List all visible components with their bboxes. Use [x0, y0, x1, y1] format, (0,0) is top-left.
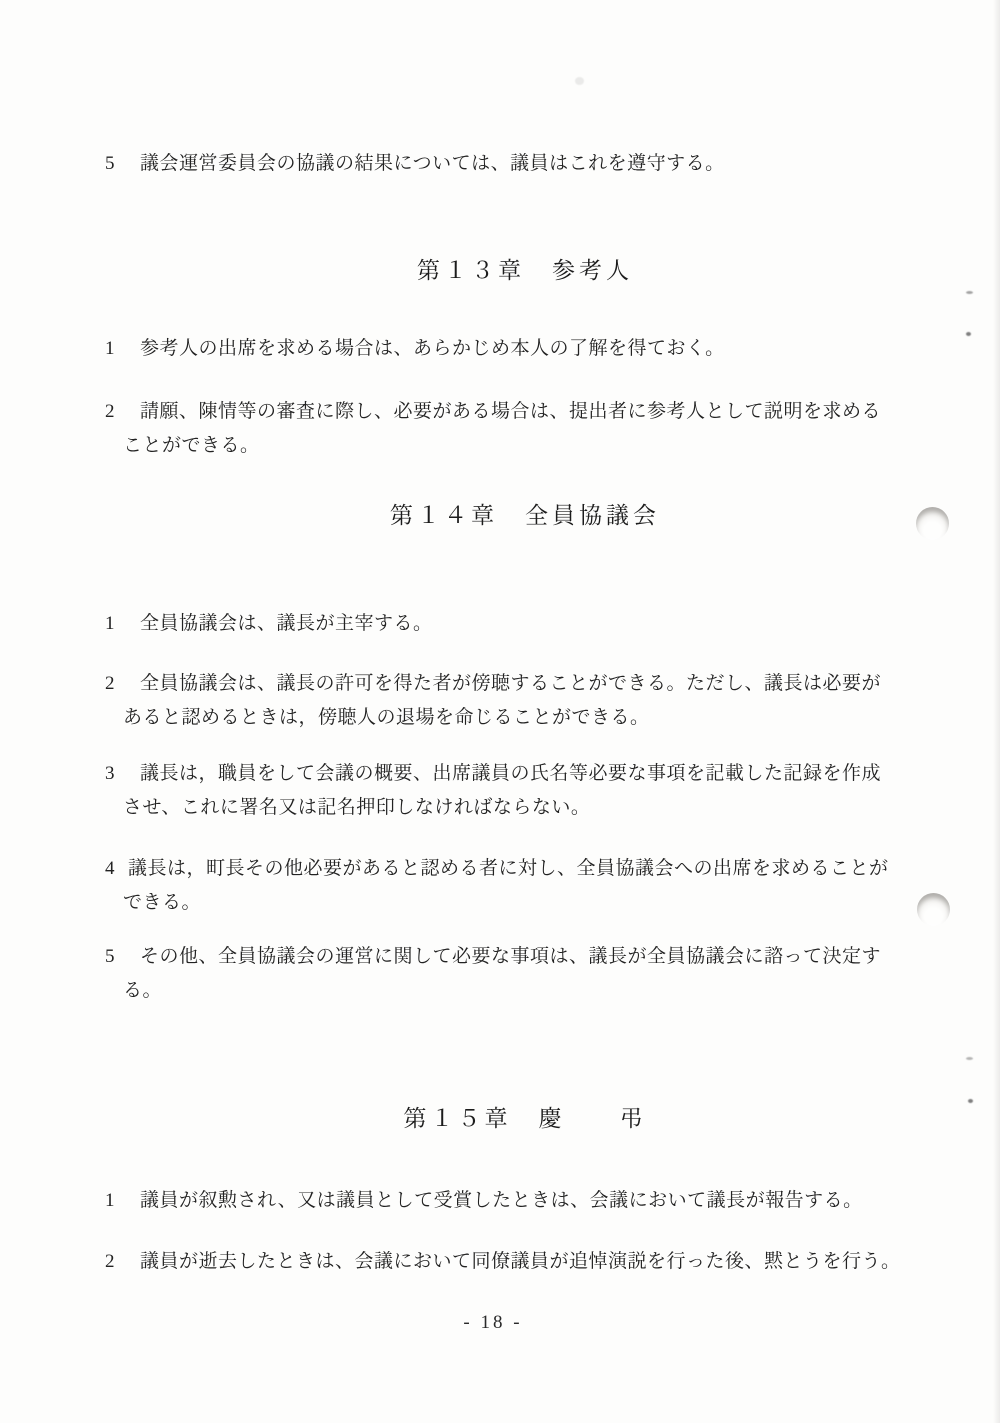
item-number: 3: [105, 763, 115, 784]
item-number: 4: [105, 858, 115, 879]
item-number: 2: [105, 673, 115, 694]
item-text: 参考人の出席を求める場合は、あらかじめ本人の了解を得ておく。: [140, 338, 725, 359]
item-line: [105, 332, 945, 366]
item-text: 議長は，職員をして会議の概要、出席議員の氏名等必要な事項を記載した記録を作成: [140, 763, 882, 784]
item-line: [105, 940, 945, 974]
item-line: [105, 1184, 945, 1218]
item-line: ことができる。: [123, 435, 260, 456]
page-number: - 18 -: [463, 1312, 523, 1333]
scan-speck: [966, 291, 973, 294]
item-number: 1: [105, 1190, 115, 1211]
item-number: 1: [105, 338, 115, 359]
chapter-13-heading: 第１３章 参考人: [417, 258, 633, 283]
punch-hole: [917, 893, 950, 926]
item-line: [105, 147, 945, 181]
item-line: る。: [123, 980, 163, 1001]
list-item: [105, 667, 945, 735]
item-line: あると認めるときは，傍聴人の退場を命じることができる。: [123, 707, 650, 728]
scan-speck: [968, 1099, 973, 1103]
item-line: [105, 757, 945, 791]
list-item: [105, 1184, 945, 1218]
scan-edge-shading: [993, 0, 1000, 1423]
punch-hole: [916, 507, 949, 540]
list-item: [105, 147, 945, 181]
list-item: [105, 852, 945, 920]
item-text: 全員協議会は、議長の許可を得た者が傍聴することができる。ただし、議長は必要が: [140, 673, 882, 694]
item-text: 議会運営委員会の協議の結果については、議員はこれを遵守する。: [140, 153, 725, 174]
item-line: [105, 852, 945, 886]
item-text: 議員が逝去したときは、会議において同僚議員が追悼演説を行った後、黙とうを行う。: [140, 1251, 901, 1272]
scan-speck: [575, 77, 584, 85]
item-text: 全員協議会は、議長が主宰する。: [140, 613, 433, 634]
list-item: [105, 1245, 945, 1279]
item-number: 5: [105, 946, 115, 967]
item-text: 議員が叙勲され、又は議員として受賞したときは、会議において議長が報告する。: [140, 1190, 863, 1211]
item-line: できる。: [123, 892, 202, 913]
item-line: [105, 395, 945, 429]
list-item: [105, 757, 945, 825]
item-line: [105, 667, 945, 701]
list-item: [105, 940, 945, 1008]
item-text: その他、全員協議会の運営に関して必要な事項は、議長が全員協議会に諮って決定す: [140, 946, 882, 967]
list-item: [105, 607, 945, 641]
list-item: [105, 332, 945, 366]
item-line: [105, 607, 945, 641]
item-line: [105, 1245, 945, 1279]
chapter-15-heading: 第１５章 慶 弔: [403, 1106, 647, 1131]
item-number: 2: [105, 1251, 115, 1272]
list-item: [105, 395, 945, 463]
scan-speck: [966, 1057, 973, 1060]
item-line: させ、これに署名又は記名押印しなければならない。: [123, 797, 591, 818]
item-text: 請願、陳情等の審査に際し、必要がある場合は、提出者に参考人として説明を求める: [140, 401, 882, 422]
item-number: 2: [105, 401, 115, 422]
scan-speck: [966, 332, 971, 336]
item-number: 1: [105, 613, 115, 634]
item-text: 議長は，町長その他必要があると認める者に対し、全員協議会への出席を求めることが: [128, 858, 889, 879]
item-number: 5: [105, 153, 115, 174]
chapter-14-heading: 第１４章 全員協議会: [390, 503, 660, 528]
